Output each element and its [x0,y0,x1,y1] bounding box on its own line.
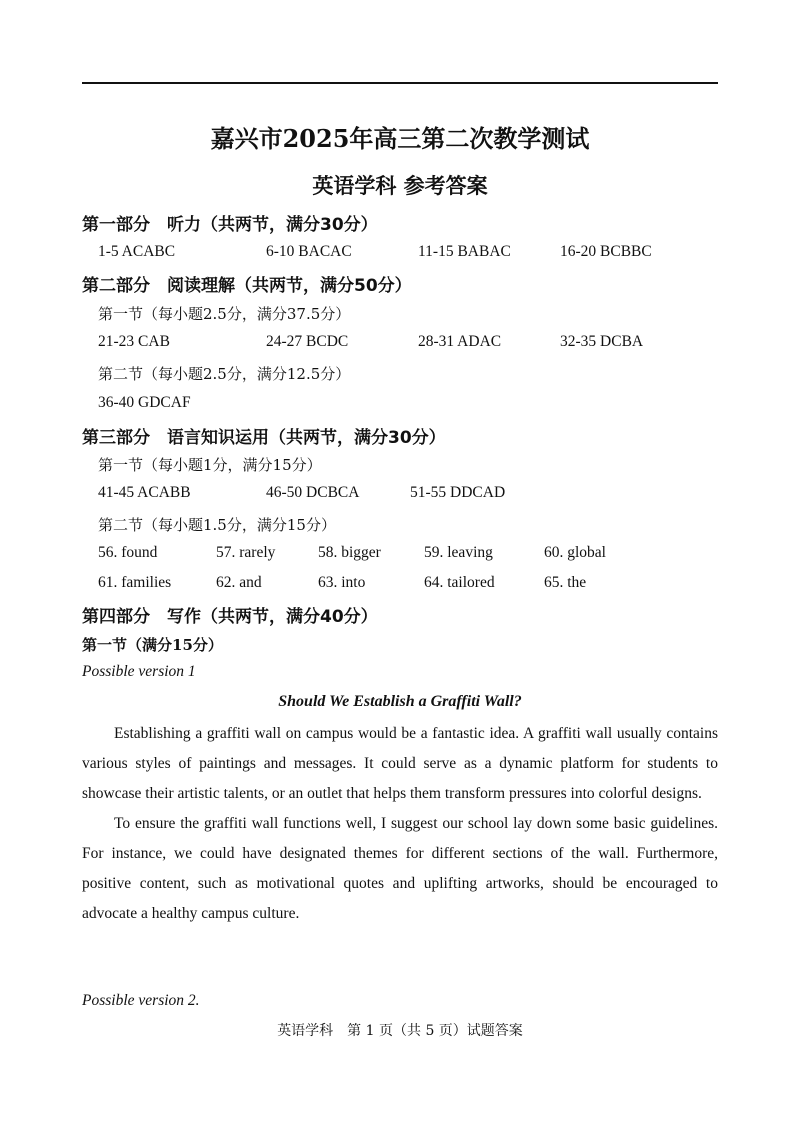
answer-item: 65. the [544,574,587,591]
answer-item: 64. tailored [424,574,495,591]
section-note: 第二节（每小题2.5分，满分12.5分） [98,365,351,383]
section-note: 第一节（每小题1分，满分15分） [98,456,322,474]
section-note: 第一节（每小题2.5分，满分37.5分） [98,305,351,323]
answer-group: 41-45 ACABB [98,484,191,501]
version-label: Possible version 1 [82,663,196,680]
answer-group: 16-20 BCBBC [560,243,652,260]
answer-item: 61. families [98,574,172,591]
answer-item: 58. bigger [318,544,381,561]
answer-group: 46-50 DCBCA [266,484,360,501]
answer-group: 6-10 BACAC [266,243,352,260]
essay-paragraph: To ensure the graffiti wall functions well, I suggest our school lay down some basic guidelines. For instance, we could have designated themes for different sections of the wall. Furthermore, positive content, such as motivational quotes and uplifting artworks, should be encouraged to advocate a healthy campus culture. [82,815,718,922]
answer-item: 57. rarely [216,544,276,561]
header-rule [82,82,718,84]
page-subtitle: 英语学科 参考答案 [312,173,488,198]
answer-item: 56. found [98,544,158,561]
page-footer: 英语学科 第 1 页（共 5 页）试题答案 [277,1023,523,1039]
answer-group: 24-27 BCDC [266,333,349,350]
part3-heading: 第三部分 语言知识运用（共两节，满分30分） [82,428,446,448]
part4-heading: 第四部分 写作（共两节，满分40分） [82,607,378,627]
answer-group: 32-35 DCBA [560,333,644,350]
section-note: 第二节（每小题1.5分，满分15分） [98,516,336,534]
answer-group: 36-40 GDCAF [98,394,191,411]
section-heading: 第一节（满分15分） [82,636,223,654]
page-title: 嘉兴市2025年高三第二次教学测试 [210,124,590,153]
answer-item: 59. leaving [424,544,493,561]
essay-body [82,719,718,929]
answer-item: 62. and [216,574,262,591]
answer-group: 28-31 ADAC [418,333,502,350]
answer-item: 63. into [318,574,366,591]
part1-heading: 第一部分 听力（共两节，满分30分） [82,215,378,235]
essay-title: Should We Establish a Graffiti Wall? [278,693,522,710]
answer-group: 21-23 CAB [98,333,170,350]
answer-group: 51-55 DDCAD [410,484,506,501]
answer-group: 11-15 BABAC [418,243,511,260]
part2-heading: 第二部分 阅读理解（共两节，满分50分） [82,276,412,296]
answer-item: 60. global [544,544,606,561]
essay-paragraph: Establishing a graffiti wall on campus would be a fantastic idea. A graffiti wall usually contains various styles of paintings and messages. It could serve as a dynamic platform for students to showcase their artistic talents, or an outlet that helps them transform pressures into colorful designs. [82,725,718,802]
version-label: Possible version 2. [82,992,200,1009]
answer-group: 1-5 ACABC [98,243,176,260]
